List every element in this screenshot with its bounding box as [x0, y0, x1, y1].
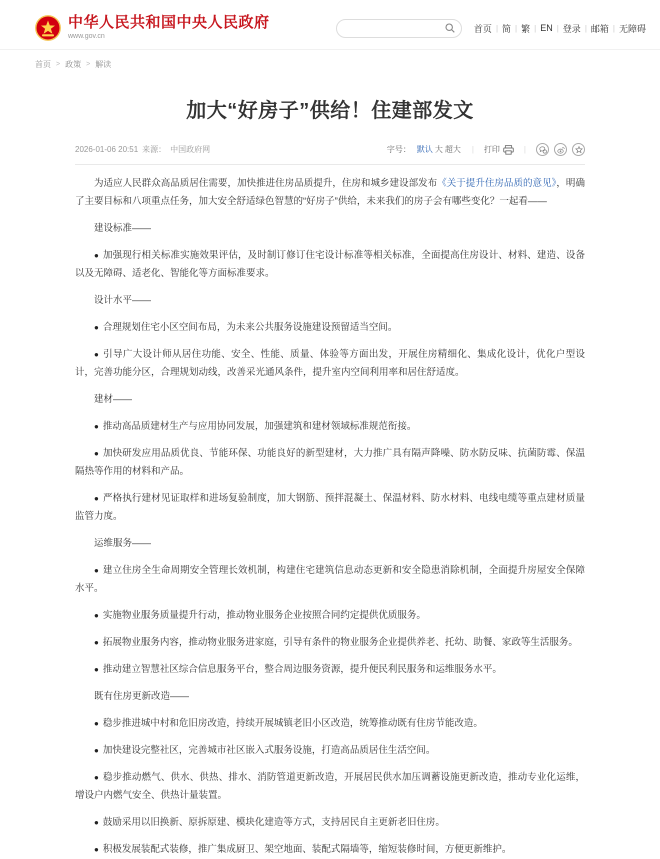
section-heading: 建设标准—— — [94, 223, 152, 234]
share-weibo-icon[interactable] — [554, 143, 567, 156]
bullet-item: ● 稳步推动燃气、供水、供热、排水、消防管道更新改造，开展居民供水加压调蓄设施更新改造，推动专业化运维，增设户内燃气安全、供热计量装置。 — [75, 772, 585, 801]
breadcrumb-item-2[interactable]: 政策 — [65, 60, 82, 69]
article — [0, 94, 660, 859]
printer-icon — [503, 145, 514, 155]
nav-separator: | — [515, 23, 518, 33]
breadcrumb-separator: > — [86, 61, 91, 68]
source-value: 中国政府网 — [170, 145, 211, 154]
top-nav-link-3[interactable]: 繁 — [521, 23, 531, 34]
breadcrumb-separator: > — [56, 61, 61, 68]
divider: | — [471, 145, 474, 154]
meta-divider — [75, 164, 585, 165]
bullet-item: ● 稳步推进城中村和危旧房改造，持续开展城镇老旧小区改造，统筹推动既有住房节能改造。 — [94, 718, 483, 729]
nav-separator: | — [534, 23, 537, 33]
section-heading: 设计水平—— — [94, 295, 152, 306]
top-nav-link-1[interactable]: 首页 — [473, 23, 492, 34]
bullet-item: ● 拓展物业服务内容，推动物业服务进家庭，引导有条件的物业服务企业提供养老、托幼、助餐、家政等生活服务。 — [94, 637, 578, 648]
search-icon[interactable] — [445, 23, 455, 33]
bullet-icon: ● — [94, 773, 99, 782]
bullet-item: ● 引导广大设计师从居住功能、安全、性能、质量、体验等方面出发，开展住房精细化、集成化设计，优化户型设计，完善功能分区，合理规划动线，改善采光通风条件，提升室内空间利用率和居住舒适度。 — [75, 349, 585, 378]
bullet-icon: ● — [94, 845, 99, 854]
bullet-item: ● 建立住房全生命周期安全管理长效机制，构建住宅建筑信息动态更新和安全隐患消除机制，全面提升房屋安全保障水平。 — [75, 565, 585, 594]
publish-datetime: 2026-01-06 20:51 — [75, 145, 139, 154]
divider: | — [523, 145, 526, 154]
nav-separator: | — [495, 23, 499, 33]
bullet-item: ● 积极发展装配式装修，推广集成厨卫、架空地面、装配式隔墙等，缩短装修时间，方便更新维护。 — [94, 844, 512, 855]
top-nav — [474, 22, 646, 35]
bullet-item: ● 鼓励采用以旧换新、原拆原建、模块化建造等方式，支持居民自主更新老旧住房。 — [94, 817, 445, 828]
bullet-item: ● 严格执行建材见证取样和进场复验制度，加大钢筋、预拌混凝土、保温材料、防水材料、电线电缆等重点建材质量监管力度。 — [75, 493, 585, 522]
bullet-icon: ● — [94, 638, 99, 647]
site-title: 中华人民共和国中央人民政府 — [68, 13, 270, 31]
lead-paragraph: 为适应人民群众高品质居住需要，加快推进住房品质提升，住房和城乡建设部发布《关于提升住房品质的意见》，明确了主要目标和八项重点任务，加大安全舒适绿色智慧的“好房子”供给，未来我们的房子会有哪些变化？一起看—— — [75, 178, 585, 207]
bullet-icon: ● — [94, 746, 99, 755]
breadcrumb-item-1[interactable]: 首页 — [35, 60, 51, 69]
bullet-item: ● 合理规划住宅小区空间布局，为未来公共服务设施建设预留适当空间。 — [94, 322, 398, 333]
bullet-icon: ● — [94, 350, 100, 359]
font-size-option[interactable]: 默认 — [416, 145, 433, 154]
bullet-item: ● 推动高品质建材生产与应用协同发展，加强建筑和建材领域标准规范衔接。 — [94, 421, 417, 432]
top-nav-link-6[interactable]: 邮箱 — [590, 23, 609, 34]
site-header — [0, 0, 660, 50]
top-nav-link-4[interactable]: EN — [540, 23, 553, 33]
search-input[interactable] — [343, 24, 445, 33]
bullet-item: ● 实施物业服务质量提升行动，推动物业服务企业按照合同约定提供优质服务。 — [94, 610, 426, 621]
font-size-option[interactable]: 大 — [434, 145, 443, 154]
bullet-icon: ● — [94, 611, 99, 620]
nav-separator: | — [556, 23, 559, 33]
page-title: 加大“好房子”供给！住建部发文 — [186, 100, 474, 122]
top-nav-link-2[interactable]: 简 — [502, 23, 512, 34]
bullet-icon: ● — [94, 323, 99, 332]
share-wechat-icon[interactable] — [536, 143, 549, 156]
breadcrumb — [0, 50, 660, 70]
bullet-icon: ● — [94, 422, 99, 431]
bullet-icon: ● — [94, 818, 99, 827]
source-label: 来源： — [142, 145, 167, 154]
section-heading: 既有住房更新改造—— — [94, 691, 190, 702]
nav-separator: | — [584, 23, 587, 33]
bullet-item: ● 加快研发应用品质优良、节能环保、功能良好的新型建材，大力推广具有隔声降噪、防水防反味、抗菌防霉、保温隔热等作用的材料和产品。 — [75, 448, 585, 477]
share-qzone-icon[interactable] — [572, 143, 585, 156]
bullet-item: ● 加强现行相关标准实施效果评估，及时制订修订住宅设计标准等相关标准，全面提高住房设计、材料、建造、设备以及无障碍、适老化、智能化等方面标准要求。 — [75, 250, 585, 279]
site-url: www.gov.cn — [68, 33, 105, 41]
bullet-icon: ● — [94, 494, 99, 503]
search-box[interactable] — [336, 19, 462, 38]
site-logo[interactable] — [35, 15, 270, 41]
section-heading: 运维服务—— — [94, 538, 152, 549]
bullet-icon: ● — [94, 665, 99, 674]
article-body — [75, 175, 585, 859]
nav-separator: | — [612, 23, 615, 33]
font-size-label: 字号： — [386, 145, 411, 154]
bullet-item: ● 推动建立智慧社区综合信息服务平台，整合周边服务资源，提升便民利民服务和运维服务水平。 — [94, 664, 502, 675]
bullet-icon: ● — [94, 566, 99, 575]
bullet-icon: ● — [94, 719, 99, 728]
policy-document-link[interactable]: 《关于提升住房品质的意见》 — [437, 178, 557, 189]
bullet-icon: ● — [94, 251, 99, 260]
article-meta — [75, 143, 585, 156]
bullet-item: ● 加快建设完整社区，完善城市社区嵌入式服务设施，打造高品质居住生活空间。 — [94, 745, 436, 756]
breadcrumb-item-3[interactable]: 解读 — [95, 60, 112, 69]
print-button[interactable]: 打印 — [484, 144, 514, 155]
national-emblem-icon — [35, 15, 61, 41]
top-nav-link-5[interactable]: 登录 — [562, 23, 581, 34]
top-nav-link-7[interactable]: 无障碍 — [618, 23, 646, 34]
section-heading: 建材—— — [94, 394, 133, 405]
font-size-options — [416, 144, 462, 155]
font-size-option[interactable]: 超大 — [444, 145, 461, 154]
bullet-icon: ● — [94, 449, 99, 458]
